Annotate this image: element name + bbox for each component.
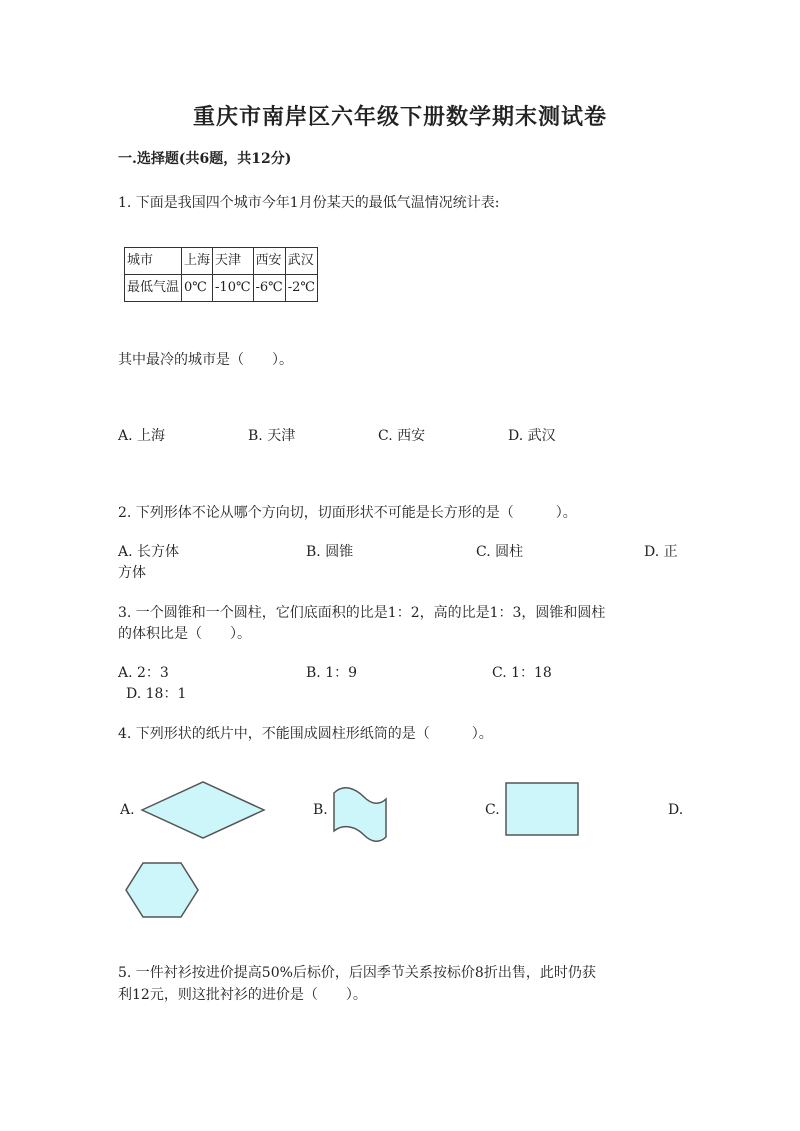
temperature-table <box>124 247 318 302</box>
wavy-flag-shape <box>330 785 390 845</box>
q4-option-c[interactable]: C. <box>485 802 500 818</box>
q2-option-d-continued: 方体 <box>118 565 146 581</box>
table-cell: 天津 <box>213 248 253 275</box>
q4-option-a[interactable]: A. <box>120 802 135 818</box>
q4-option-b[interactable]: B. <box>313 802 328 818</box>
q4-option-d[interactable]: D. <box>668 802 684 818</box>
question-2-text: 2. 下列形体不论从哪个方向切，切面形状不可能是长方形的是（ ）。 <box>118 505 577 521</box>
q2-option-d[interactable]: D. 正 <box>644 544 678 560</box>
question-5-line-1: 5. 一件衬衫按进价提高50%后标价，后因季节关系按标价8折出售，此时仍获 <box>118 965 596 981</box>
table-cell: -2℃ <box>285 275 317 302</box>
q3-option-b[interactable]: B. 1：9 <box>306 665 358 681</box>
table-cell: 0℃ <box>182 275 213 302</box>
q2-option-b[interactable]: B. 圆锥 <box>306 544 354 560</box>
table-cell: 上海 <box>182 248 213 275</box>
q1-option-a[interactable]: A. 上海 <box>118 428 166 444</box>
question-5-line-2: 利12元，则这批衬衫的进价是（ ）。 <box>118 987 367 1003</box>
page-title: 重庆市南岸区六年级下册数学期末测试卷 <box>192 104 607 130</box>
rhombus-shape <box>140 780 266 840</box>
q1-option-b[interactable]: B. 天津 <box>248 428 296 444</box>
hexagon-shape <box>124 861 200 919</box>
table-cell: 西安 <box>253 248 285 275</box>
question-3-line-1: 3. 一个圆锥和一个圆柱，它们底面积的比是1：2，高的比是1：3，圆锥和圆柱 <box>118 605 606 621</box>
table-row <box>125 275 318 302</box>
question-1-prompt: 其中最冷的城市是（ ）。 <box>118 352 293 368</box>
table-cell: 武汉 <box>285 248 317 275</box>
q3-option-d[interactable]: D. 18：1 <box>126 686 187 702</box>
table-cell: -10℃ <box>213 275 253 302</box>
q1-option-c[interactable]: C. 西安 <box>378 428 426 444</box>
question-4-text: 4. 下列形状的纸片中，不能围成圆柱形纸筒的是（ ）。 <box>118 726 493 742</box>
table-cell: 最低气温 <box>125 275 182 302</box>
table-cell: 城市 <box>125 248 182 275</box>
q1-option-d[interactable]: D. 武汉 <box>508 428 556 444</box>
section-heading: 一.选择题(共6题，共12分) <box>118 151 292 167</box>
question-1-text: 1. 下面是我国四个城市今年1月份某天的最低气温情况统计表: <box>118 195 500 211</box>
q3-option-a[interactable]: A. 2：3 <box>118 665 169 681</box>
q2-option-a[interactable]: A. 长方体 <box>118 544 180 560</box>
q3-option-c[interactable]: C. 1：18 <box>492 665 552 681</box>
table-cell: -6℃ <box>253 275 285 302</box>
q2-option-c[interactable]: C. 圆柱 <box>476 544 524 560</box>
question-3-line-2: 的体积比是（ ）。 <box>118 626 251 642</box>
rectangle-shape <box>505 782 579 836</box>
table-header-row <box>125 248 318 275</box>
